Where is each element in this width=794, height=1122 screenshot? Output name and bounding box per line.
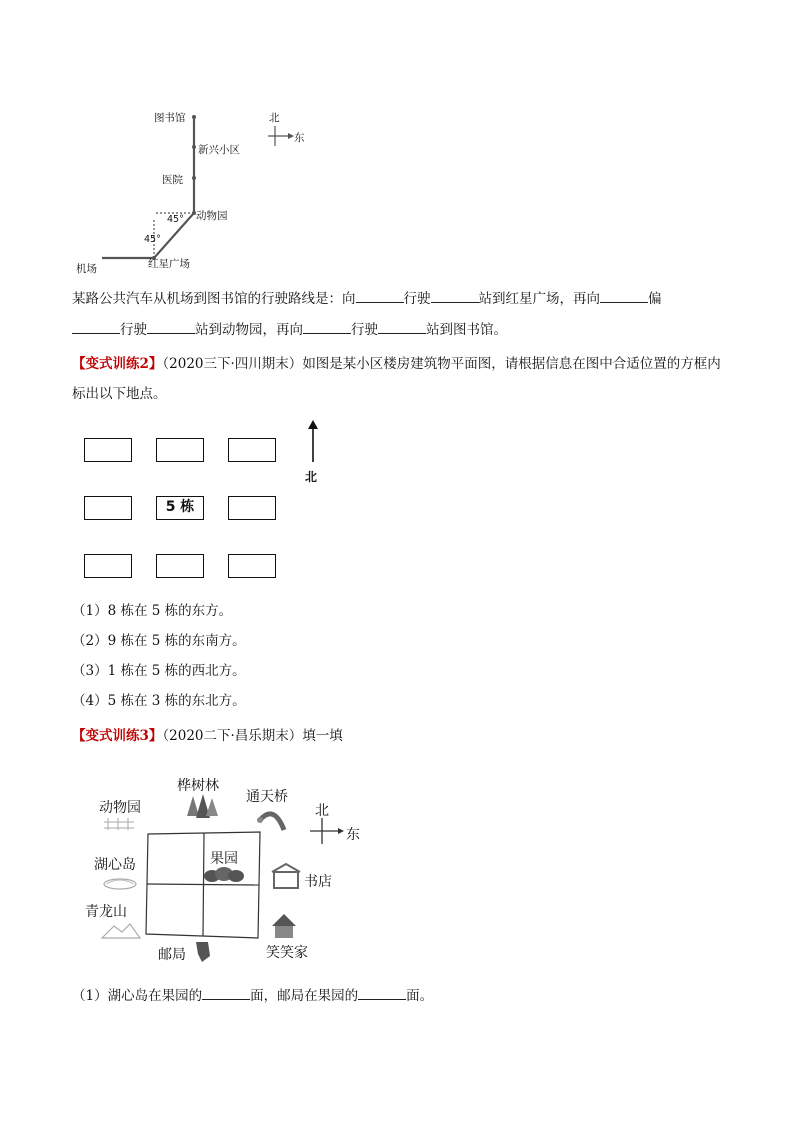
compass-north: 北 <box>315 803 329 819</box>
fence-icon <box>104 818 134 830</box>
answer-blank[interactable] <box>303 321 351 334</box>
answer-blank[interactable] <box>72 321 120 334</box>
label-library: 图书馆 <box>154 112 186 124</box>
exercise-2-tag: 【变式训练2】 <box>72 356 163 372</box>
building-box[interactable] <box>228 554 276 578</box>
label-orchard: 果园 <box>210 851 238 867</box>
label-hongxing: 红星广场 <box>148 258 190 270</box>
north-label: 北 <box>305 470 318 484</box>
exercise-2-text: 如图是某小区楼房建筑物平面图，请根据信息在图中合适位置的方框内标出以下地点。 <box>72 356 721 402</box>
q3-part-2: 面，邮局在果园的 <box>250 988 359 1004</box>
q3-part-1: （1）湖心岛在果园的 <box>72 988 203 1004</box>
exercise-3-text: 填一填 <box>302 728 343 744</box>
post-office-icon <box>196 942 210 962</box>
label-xiaoxiao-home: 笑笑家 <box>266 945 308 961</box>
exercise-2-heading <box>72 349 722 409</box>
north-arrow-icon <box>303 420 323 464</box>
building-box-5: 5 栋 <box>156 496 204 520</box>
q1-part-8: 站到图书馆。 <box>426 322 507 338</box>
exercise-3-source: （2020二下·昌乐期末） <box>162 728 303 744</box>
exercise-3-heading <box>72 723 722 749</box>
exercise-2-source: （2020三下·四川期末） <box>162 356 303 372</box>
house-icon <box>272 914 296 938</box>
q1-part-7: 行驶 <box>351 322 378 338</box>
building-box[interactable] <box>156 438 204 462</box>
answer-blank[interactable] <box>378 321 426 334</box>
compass-east: 东 <box>294 132 305 144</box>
label-post-office: 邮局 <box>158 947 186 963</box>
compass-east: 东 <box>346 827 360 843</box>
q1-part-3: 站到红星广场，再向 <box>478 291 600 307</box>
answer-blank[interactable] <box>600 290 648 303</box>
label-angle-2: 45° <box>144 234 161 245</box>
label-hospital: 医院 <box>162 174 183 186</box>
forest-icon <box>187 794 218 818</box>
label-qinglong-mountain: 青龙山 <box>85 904 127 920</box>
exercise-2-item-4: （4）5 栋在 3 栋的东北方。 <box>72 693 246 709</box>
bookstore-icon <box>272 864 300 888</box>
label-lake-island: 湖心岛 <box>94 857 136 873</box>
question-1-text-line2 <box>72 318 722 342</box>
building-box[interactable] <box>84 496 132 520</box>
q1-part-1: 某路公共汽车从机场到图书馆的行驶路线是：向 <box>72 291 356 307</box>
q3-part-3: 面。 <box>406 988 434 1004</box>
mountain-icon <box>102 924 140 938</box>
building-box[interactable] <box>228 496 276 520</box>
building-box[interactable] <box>228 438 276 462</box>
exercise-3-tag: 【变式训练3】 <box>72 728 163 744</box>
label-birch-forest: 桦树林 <box>177 778 219 794</box>
q1-part-5: 行驶 <box>120 322 147 338</box>
building-box[interactable] <box>156 554 204 578</box>
label-bookstore: 书店 <box>304 874 332 890</box>
label-angle-1: 45° <box>167 214 184 225</box>
q1-part-2: 行驶 <box>403 291 431 307</box>
building-box[interactable] <box>84 438 132 462</box>
exercise-3-question-1 <box>72 987 433 1005</box>
answer-blank[interactable] <box>202 987 250 1000</box>
island-icon <box>104 879 136 889</box>
bridge-icon <box>257 814 284 830</box>
exercise-2-item-3: （3）1 栋在 5 栋的西北方。 <box>72 663 246 679</box>
map-figure <box>72 770 372 970</box>
exercise-2-item-1: （1）8 栋在 5 栋的东方。 <box>72 603 233 619</box>
compass-north: 北 <box>269 112 280 124</box>
route-lines <box>72 100 332 280</box>
q1-part-6: 站到动物园，再向 <box>195 322 303 338</box>
building-box[interactable] <box>84 554 132 578</box>
answer-blank[interactable] <box>358 987 406 1000</box>
q1-part-4: 偏 <box>648 291 662 307</box>
route-map <box>72 100 332 280</box>
label-tongtian-bridge: 通天桥 <box>246 789 288 805</box>
question-1-text <box>72 287 722 311</box>
label-zoo: 动物园 <box>196 210 228 222</box>
exercise-2-item-2: （2）9 栋在 5 栋的东南方。 <box>72 633 246 649</box>
orchard-icon <box>204 867 244 882</box>
building-plan <box>72 418 332 588</box>
answer-blank[interactable] <box>431 290 479 303</box>
label-xinxing: 新兴小区 <box>198 144 240 156</box>
label-zoo: 动物园 <box>99 800 141 816</box>
label-airport: 机场 <box>76 263 97 275</box>
answer-blank[interactable] <box>147 321 195 334</box>
answer-blank[interactable] <box>356 290 404 303</box>
